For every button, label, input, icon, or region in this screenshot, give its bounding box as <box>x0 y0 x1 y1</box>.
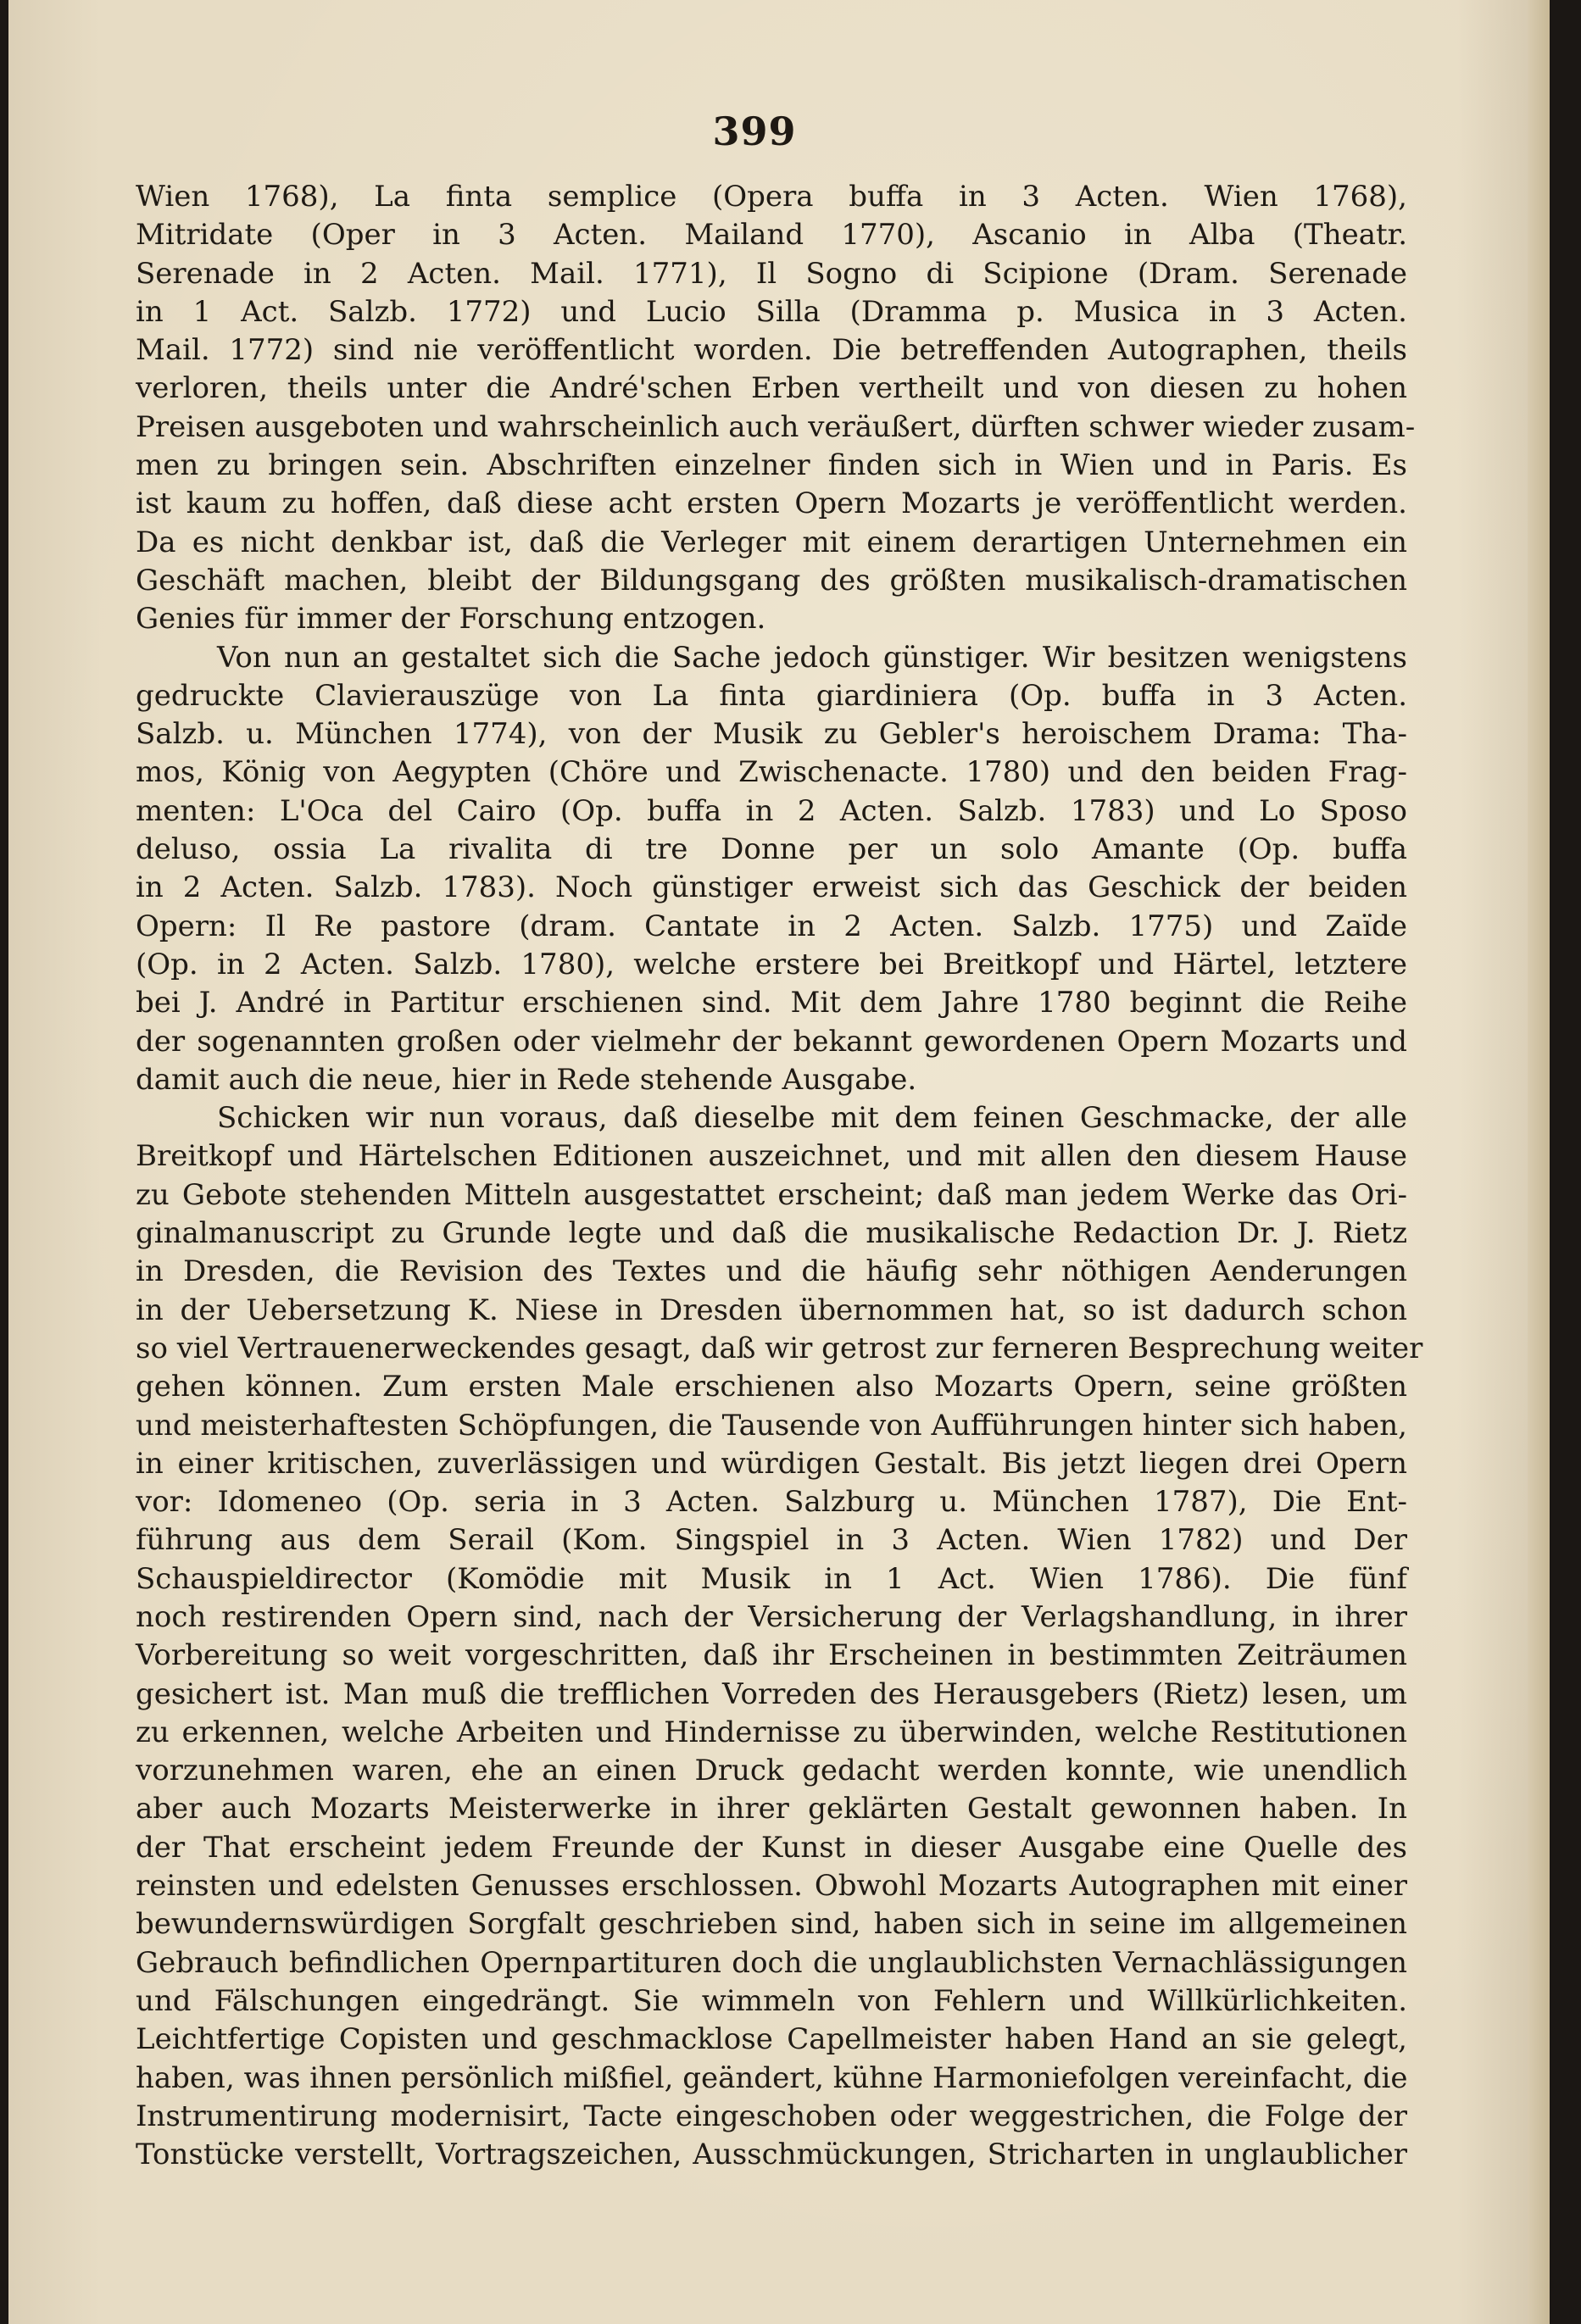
text-line: aber auch Mozarts Meisterwerke in ihrer geklärten Gestalt gewonnen haben. In <box>136 1792 1407 1826</box>
text-line: vor: Idomeneo (Op. seria in 3 Acten. Salzburg u. München 1787), Die Ent- <box>136 1485 1407 1520</box>
text-line: der That erscheint jedem Freunde der Kunst in dieser Ausgabe eine Quelle des <box>136 1830 1407 1865</box>
text-line: Mitridate (Oper in 3 Acten. Mailand 1770), Ascanio in Alba (Theatr. <box>136 218 1407 253</box>
text-line: men zu bringen sein. Abschriften einzelner finden sich in Wien und in Paris. Es <box>136 448 1407 483</box>
text-line: Preisen ausgeboten und wahrscheinlich auch veräußert, dürften schwer wieder zusam- <box>136 409 1416 444</box>
text-line: Tonstücke verstellt, Vortragszeichen, Ausschmückungen, Stricharten in unglaublicher <box>136 2138 1407 2172</box>
text-line: zu Gebote stehenden Mitteln ausgestattet erscheint; daß man jedem Werke das Ori- <box>136 1177 1407 1212</box>
text-line: (Op. in 2 Acten. Salzb. 1780), welche erstere bei Breitkopf und Härtel, letztere <box>136 947 1407 981</box>
paragraph-1 <box>136 178 1416 639</box>
text-line: reinsten und edelsten Genusses erschlossen. Obwohl Mozarts Autographen mit einer <box>136 1869 1407 1904</box>
text-line: haben, was ihnen persönlich mißfiel, geändert, kühne Harmoniefolgen vereinfacht, die <box>136 2060 1408 2095</box>
text-line: Genies für immer der Forschung entzogen. <box>136 602 766 637</box>
text-line: zu erkennen, welche Arbeiten und Hindernisse zu überwinden, welche Restitutionen <box>136 1715 1407 1749</box>
text-line: Salzb. u. München 1774), von der Musik zu Gebler's heroischem Drama: Tha- <box>136 717 1407 752</box>
page-edge <box>1528 0 1550 2324</box>
text-line: mos, König von Aegypten (Chöre und Zwischenacte. 1780) und den beiden Frag- <box>136 755 1407 790</box>
text-line: gedruckte Clavierauszüge von La finta giardiniera (Op. buffa in 3 Acten. <box>136 678 1407 713</box>
text-line: in Dresden, die Revision des Textes und die häufig sehr nöthigen Aenderungen <box>136 1254 1407 1289</box>
text-line: bewundernswürdigen Sorgfalt geschrieben sind, haben sich in seine im allgemeinen <box>136 1907 1407 1942</box>
text-line: gesichert ist. Man muß die trefflichen Vorreden des Herausgebers (Rietz) lesen, um <box>136 1676 1407 1711</box>
text-line: und meisterhaftesten Schöpfungen, die Tausende von Aufführungen hinter sich haben, <box>136 1408 1407 1443</box>
book-page <box>8 0 1550 2324</box>
text-line: Von nun an gestaltet sich die Sache jedoch günstiger. Wir besitzen wenigstens <box>217 640 1407 675</box>
text-line: vorzunehmen waren, ehe an einen Druck gedacht werden konnte, wie unendlich <box>136 1754 1407 1788</box>
text-line: deluso, ossia La rivalita di tre Donne per un solo Amante (Op. buffa <box>136 832 1407 867</box>
text-line: in der Uebersetzung K. Niese in Dresden übernommen hat, so ist dadurch schon <box>136 1293 1407 1327</box>
text-line: Breitkopf und Härtelschen Editionen auszeichnet, und mit allen den diesem Hause <box>136 1139 1407 1174</box>
text-line: in 1 Act. Salzb. 1772) und Lucio Silla (Dramma p. Musica in 3 Acten. <box>136 294 1407 329</box>
page-number: 399 <box>712 108 797 154</box>
text-line: noch restirenden Opern sind, nach der Versicherung der Verlagshandlung, in ihrer <box>136 1599 1407 1634</box>
text-line: Geschäft machen, bleibt der Bildungsgang des größten musikalisch-dramatischen <box>136 563 1407 598</box>
text-line: Schauspieldirector (Komödie mit Musik in 1 Act. Wien 1786). Die fünf <box>136 1561 1407 1596</box>
text-line: verloren, theils unter die André'schen Erben vertheilt und von diesen zu hohen <box>136 371 1407 406</box>
paragraph-3 <box>136 1099 1423 2174</box>
text-line: menten: L'Oca del Cairo (Op. buffa in 2 Acten. Salzb. 1783) und Lo Sposo <box>136 793 1407 828</box>
text-line: und Fälschungen eingedrängt. Sie wimmeln von Fehlern und Willkürlichkeiten. <box>136 1983 1407 2018</box>
text-line: Opern: Il Re pastore (dram. Cantate in 2 Acten. Salzb. 1775) und Zaïde <box>136 909 1407 943</box>
body-text <box>136 178 1423 2174</box>
text-line: Da es nicht denkbar ist, daß die Verleger mit einem derartigen Unternehmen ein <box>136 525 1407 559</box>
text-line: Leichtfertige Copisten und geschmacklose Capellmeister haben Hand an sie gelegt, <box>136 2022 1407 2057</box>
text-line: in einer kritischen, zuverlässigen und würdigen Gestalt. Bis jetzt liegen drei Opern <box>136 1446 1407 1481</box>
text-line: Schicken wir nun voraus, daß dieselbe mit dem feinen Geschmacke, der alle <box>217 1101 1407 1136</box>
text-line: Mail. 1772) sind nie veröffentlicht worden. Die betreffenden Autographen, theils <box>136 333 1407 368</box>
text-line: der sogenannten großen oder vielmehr der bekannt gewordenen Opern Mozarts und <box>136 1024 1407 1059</box>
text-line: damit auch die neue, hier in Rede stehende Ausgabe. <box>136 1062 917 1097</box>
text-line: ginalmanuscript zu Grunde legte und daß die musikalische Redaction Dr. J. Rietz <box>136 1216 1407 1251</box>
text-line: in 2 Acten. Salzb. 1783). Noch günstiger erweist sich das Geschick der beiden <box>136 870 1407 905</box>
text-line: gehen können. Zum ersten Male erschienen also Mozarts Opern, seine größten <box>136 1370 1407 1404</box>
text-line: ist kaum zu hoffen, daß diese acht ersten Opern Mozarts je veröffentlicht werden. <box>136 486 1407 521</box>
text-line: Vorbereitung so weit vorgeschritten, daß ihr Erscheinen in bestimmten Zeiträumen <box>136 1638 1407 1673</box>
text-line: bei J. André in Partitur erschienen sind. Mit dem Jahre 1780 beginnt die Reihe <box>136 986 1407 1020</box>
text-line: Instrumentirung modernisirt, Tacte eingeschoben oder weggestrichen, die Folge der <box>136 2099 1407 2133</box>
text-line: führung aus dem Serail (Kom. Singspiel in 3 Acten. Wien 1782) und Der <box>136 1523 1407 1558</box>
text-line: Gebrauch befindlichen Opernpartituren doch die unglaublichsten Vernachlässigungen <box>136 1945 1407 1980</box>
text-line: so viel Vertrauenerweckendes gesagt, daß wir getrost zur ferneren Besprechung weiter <box>136 1331 1423 1365</box>
text-line: Serenade in 2 Acten. Mail. 1771), Il Sogno di Scipione (Dram. Serenade <box>136 256 1407 291</box>
text-line: Wien 1768), La finta semplice (Opera buffa in 3 Acten. Wien 1768), <box>136 180 1407 214</box>
paragraph-2 <box>136 639 1407 1100</box>
